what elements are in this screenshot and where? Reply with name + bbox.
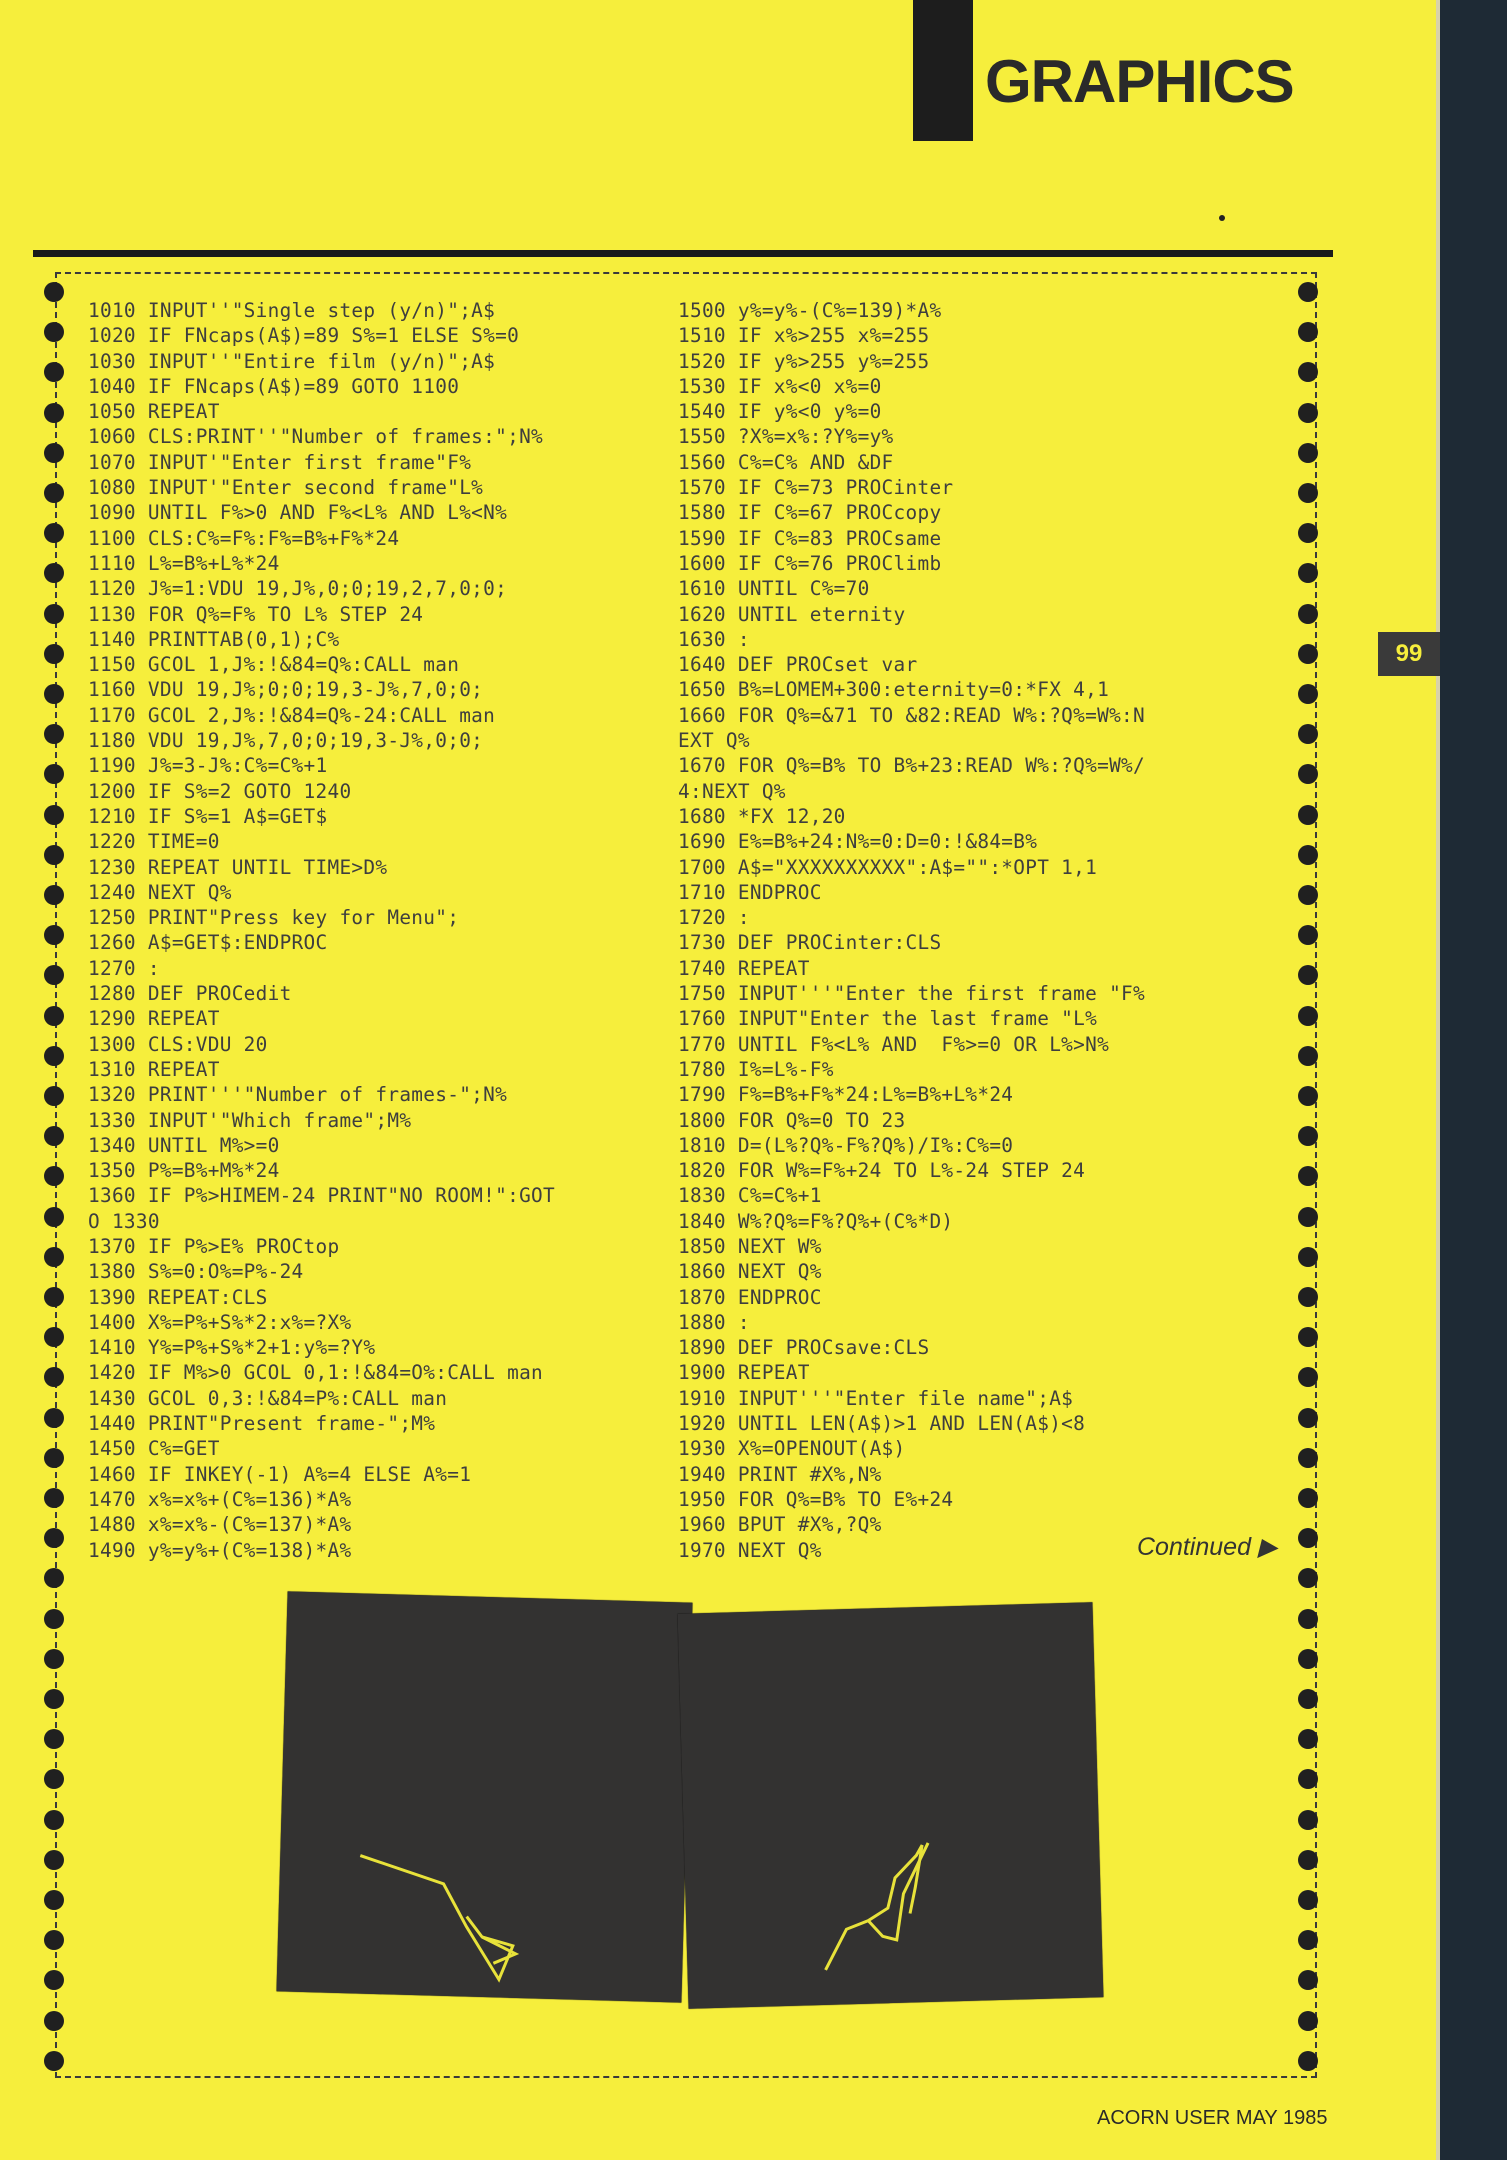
code-line: 1910 INPUT'''"Enter file name";A$ bbox=[678, 1386, 1074, 1410]
code-line: 1010 INPUT''"Single step (y/n)";A$ bbox=[88, 299, 496, 322]
tractor-hole bbox=[44, 1930, 64, 1950]
tractor-hole bbox=[1298, 1930, 1318, 1950]
tractor-hole bbox=[44, 1769, 64, 1789]
tractor-hole bbox=[1298, 322, 1318, 342]
code-line: 1390 REPEAT:CLS bbox=[88, 1285, 268, 1309]
code-line: 1840 W%?Q%=F%?Q%+(C%*D) bbox=[678, 1209, 954, 1233]
code-line: 1050 REPEAT bbox=[88, 400, 220, 424]
tractor-hole bbox=[1298, 2051, 1318, 2071]
code-line: 1630 : bbox=[678, 627, 750, 651]
code-line: 1920 UNTIL LEN(A$)>1 AND LEN(A$)<8 bbox=[678, 1412, 1086, 1436]
code-line: 1540 IF y%<0 y%=0 bbox=[678, 400, 882, 424]
code-line: 1760 INPUT"Enter the last frame "L% bbox=[678, 1007, 1098, 1031]
tractor-hole bbox=[1298, 523, 1318, 543]
code-line: 1720 : bbox=[678, 906, 750, 930]
code-line: 1400 X%=P%+S%*2:x%=?X% bbox=[88, 1310, 352, 1334]
stick-figure-trace bbox=[822, 1845, 925, 1970]
tractor-hole bbox=[44, 1287, 64, 1307]
code-line: 1730 DEF PROCinter:CLS bbox=[678, 931, 942, 955]
tractor-hole bbox=[44, 805, 64, 825]
code-line: 1520 IF y%>255 y%=255 bbox=[678, 349, 930, 373]
tractor-hole bbox=[1298, 1086, 1318, 1106]
tractor-hole bbox=[1298, 885, 1318, 905]
code-line: 1260 A$=GET$:ENDPROC bbox=[88, 931, 328, 955]
code-line: 1490 y%=y%+(C%=138)*A% bbox=[88, 1538, 352, 1562]
tractor-hole bbox=[1298, 1166, 1318, 1186]
tractor-hole bbox=[1298, 1006, 1318, 1026]
tractor-hole bbox=[44, 403, 64, 423]
tractor-hole bbox=[44, 282, 64, 302]
tractor-hole bbox=[1298, 965, 1318, 985]
code-line: 1530 IF x%<0 x%=0 bbox=[678, 374, 882, 398]
header-rule bbox=[33, 250, 1333, 257]
code-line: 1110 L%=B%+L%*24 bbox=[88, 551, 280, 575]
code-line: 1190 J%=3-J%:C%=C%+1 bbox=[88, 754, 328, 778]
tractor-hole bbox=[1298, 604, 1318, 624]
tractor-hole bbox=[1298, 1609, 1318, 1629]
tractor-hole bbox=[1298, 845, 1318, 865]
code-line: 1380 S%=0:O%=P%-24 bbox=[88, 1260, 304, 1284]
tractor-hole bbox=[44, 1609, 64, 1629]
tractor-hole bbox=[1298, 1769, 1318, 1789]
tractor-hole bbox=[1298, 1810, 1318, 1830]
tractor-hole bbox=[44, 1568, 64, 1588]
tractor-hole bbox=[1298, 1568, 1318, 1588]
code-line: 1020 IF FNcaps(A$)=89 S%=1 ELSE S%=0 bbox=[88, 324, 520, 348]
code-line: 1300 CLS:VDU 20 bbox=[88, 1032, 268, 1056]
tractor-hole bbox=[44, 604, 64, 624]
code-line: 1180 VDU 19,J%,7,0;0;19,3-J%,0;0; bbox=[88, 729, 484, 753]
tractor-hole bbox=[1298, 1327, 1318, 1347]
tractor-hole bbox=[44, 764, 64, 784]
tractor-hole bbox=[1298, 724, 1318, 744]
tractor-hole bbox=[1298, 684, 1318, 704]
tractor-hole bbox=[1298, 1247, 1318, 1267]
code-line: 1570 IF C%=73 PROCinter bbox=[678, 476, 954, 500]
code-line: 1150 GCOL 1,J%:!&84=Q%:CALL man bbox=[88, 653, 460, 677]
footer-issue-label: ACORN USER MAY 1985 bbox=[1097, 2107, 1328, 2129]
continued-label: Continued ▶ bbox=[1137, 1533, 1278, 1561]
code-line: 1940 PRINT #X%,N% bbox=[678, 1462, 882, 1486]
code-line: 4:NEXT Q% bbox=[678, 779, 786, 803]
tractor-hole bbox=[1298, 563, 1318, 583]
code-line: 1200 IF S%=2 GOTO 1240 bbox=[88, 779, 352, 803]
screenshot-stick-figure-2 bbox=[678, 1602, 1104, 2008]
code-line: 1780 I%=L%-F% bbox=[678, 1057, 834, 1081]
tractor-hole bbox=[44, 1850, 64, 1870]
code-line: 1100 CLS:C%=F%:F%=B%+F%*24 bbox=[88, 526, 400, 550]
tractor-hole bbox=[1298, 1126, 1318, 1146]
tractor-hole bbox=[44, 724, 64, 744]
code-line: 1160 VDU 19,J%;0;0;19,3-J%,7,0;0; bbox=[88, 678, 484, 702]
tractor-hole bbox=[44, 1488, 64, 1508]
tractor-hole bbox=[44, 885, 64, 905]
tractor-hole bbox=[1298, 1649, 1318, 1669]
code-line: 1330 INPUT'"Which frame";M% bbox=[88, 1108, 412, 1132]
tractor-hole bbox=[1298, 1408, 1318, 1428]
code-listing-left bbox=[88, 298, 555, 1563]
page-edge-shadow bbox=[1440, 0, 1507, 2160]
code-line: 1480 x%=x%-(C%=137)*A% bbox=[88, 1513, 352, 1537]
code-line: 1410 Y%=P%+S%*2+1:y%=?Y% bbox=[88, 1336, 376, 1360]
code-line: 1620 UNTIL eternity bbox=[678, 602, 906, 626]
tractor-holes-right bbox=[1298, 282, 1318, 2082]
tractor-hole bbox=[1298, 764, 1318, 784]
tractor-hole bbox=[1298, 1448, 1318, 1468]
tractor-hole bbox=[1298, 644, 1318, 664]
stick-figure-trace bbox=[866, 1843, 931, 1941]
code-line: 1580 IF C%=67 PROCcopy bbox=[678, 501, 942, 525]
code-line: 1470 x%=x%+(C%=136)*A% bbox=[88, 1487, 352, 1511]
code-line: 1650 B%=LOMEM+300:eternity=0:*FX 4,1 bbox=[678, 678, 1110, 702]
code-line: 1060 CLS:PRINT''"Number of frames:";N% bbox=[88, 425, 544, 449]
tractor-hole bbox=[44, 443, 64, 463]
tractor-hole bbox=[44, 1006, 64, 1026]
tractor-hole bbox=[44, 362, 64, 382]
code-line: 1750 INPUT'''"Enter the first frame "F% bbox=[678, 982, 1145, 1006]
code-line: 1210 IF S%=1 A$=GET$ bbox=[88, 804, 328, 828]
tractor-hole bbox=[44, 925, 64, 945]
tractor-hole bbox=[1298, 1367, 1318, 1387]
page-number-tab: 99 bbox=[1378, 632, 1440, 676]
code-line: O 1330 bbox=[88, 1209, 160, 1233]
tractor-hole bbox=[44, 1207, 64, 1227]
tractor-hole bbox=[1298, 1890, 1318, 1910]
tractor-hole bbox=[44, 684, 64, 704]
tractor-hole bbox=[44, 1086, 64, 1106]
code-line: 1610 UNTIL C%=70 bbox=[678, 577, 870, 601]
code-line: 1700 A$="XXXXXXXXXX":A$="":*OPT 1,1 bbox=[678, 855, 1098, 879]
code-line: 1430 GCOL 0,3:!&84=P%:CALL man bbox=[88, 1386, 448, 1410]
tractor-hole bbox=[44, 1126, 64, 1146]
tractor-hole bbox=[44, 563, 64, 583]
tractor-hole bbox=[1298, 1207, 1318, 1227]
code-line: 1080 INPUT'"Enter second frame"L% bbox=[88, 476, 484, 500]
tractor-hole bbox=[1298, 1287, 1318, 1307]
code-line: 1460 IF INKEY(-1) A%=4 ELSE A%=1 bbox=[88, 1462, 472, 1486]
tractor-hole bbox=[44, 1970, 64, 1990]
code-line: 1770 UNTIL F%<L% AND F%>=0 OR L%>N% bbox=[678, 1032, 1110, 1056]
code-line: 1290 REPEAT bbox=[88, 1007, 220, 1031]
tractor-holes-left bbox=[44, 282, 64, 2082]
header-bar bbox=[913, 0, 973, 141]
code-line: 1830 C%=C%+1 bbox=[678, 1184, 822, 1208]
tractor-hole bbox=[1298, 1046, 1318, 1066]
code-line: 1280 DEF PROCedit bbox=[88, 982, 292, 1006]
code-line: 1270 : bbox=[88, 956, 160, 980]
tractor-hole bbox=[44, 1247, 64, 1267]
code-line: 1820 FOR W%=F%+24 TO L%-24 STEP 24 bbox=[678, 1159, 1086, 1183]
tractor-hole bbox=[1298, 1729, 1318, 1749]
tractor-hole bbox=[44, 1367, 64, 1387]
tractor-hole bbox=[44, 1448, 64, 1468]
code-line: 1220 TIME=0 bbox=[88, 830, 220, 854]
tractor-hole bbox=[1298, 483, 1318, 503]
code-line: 1350 P%=B%+M%*24 bbox=[88, 1159, 280, 1183]
tractor-hole bbox=[44, 2011, 64, 2031]
code-line: 1070 INPUT'"Enter first frame"F% bbox=[88, 450, 472, 474]
code-line: 1510 IF x%>255 x%=255 bbox=[678, 324, 930, 348]
tractor-hole bbox=[1298, 925, 1318, 945]
tractor-hole bbox=[1298, 282, 1318, 302]
tractor-hole bbox=[44, 644, 64, 664]
code-line: 1440 PRINT"Present frame-";M% bbox=[88, 1412, 436, 1436]
tractor-hole bbox=[44, 483, 64, 503]
tractor-hole bbox=[1298, 805, 1318, 825]
tractor-hole bbox=[1298, 443, 1318, 463]
code-line: 1850 NEXT W% bbox=[678, 1234, 822, 1258]
code-line: 1950 FOR Q%=B% TO E%+24 bbox=[678, 1487, 954, 1511]
code-line: 1890 DEF PROCsave:CLS bbox=[678, 1336, 930, 1360]
code-line: 1680 *FX 12,20 bbox=[678, 804, 846, 828]
tractor-hole bbox=[1298, 362, 1318, 382]
tractor-hole bbox=[44, 1327, 64, 1347]
code-line: 1970 NEXT Q% bbox=[678, 1538, 822, 1562]
code-line: 1790 F%=B%+F%*24:L%=B%+L%*24 bbox=[678, 1083, 1014, 1107]
code-line: 1240 NEXT Q% bbox=[88, 880, 232, 904]
code-line: 1550 ?X%=x%:?Y%=y% bbox=[678, 425, 894, 449]
tractor-hole bbox=[44, 1408, 64, 1428]
tractor-hole bbox=[1298, 1528, 1318, 1548]
code-line: 1710 ENDPROC bbox=[678, 880, 822, 904]
tractor-hole bbox=[44, 1046, 64, 1066]
screenshot-stick-figure-1 bbox=[276, 1591, 692, 2002]
tractor-hole bbox=[1298, 2011, 1318, 2031]
tractor-hole bbox=[1298, 1488, 1318, 1508]
code-line: 1340 UNTIL M%>=0 bbox=[88, 1133, 280, 1157]
tractor-hole bbox=[44, 965, 64, 985]
tractor-hole bbox=[44, 1166, 64, 1186]
code-line: 1450 C%=GET bbox=[88, 1437, 220, 1461]
tractor-hole bbox=[1298, 1970, 1318, 1990]
code-line: 1170 GCOL 2,J%:!&84=Q%-24:CALL man bbox=[88, 703, 496, 727]
code-line: 1930 X%=OPENOUT(A$) bbox=[678, 1437, 906, 1461]
code-line: EXT Q% bbox=[678, 729, 750, 753]
code-line: 1900 REPEAT bbox=[678, 1361, 810, 1385]
code-line: 1360 IF P%>HIMEM-24 PRINT"NO ROOM!":GOT bbox=[88, 1184, 555, 1208]
tractor-hole bbox=[44, 523, 64, 543]
code-line: 1590 IF C%=83 PROCsame bbox=[678, 526, 942, 550]
code-line: 1250 PRINT"Press key for Menu"; bbox=[88, 906, 460, 930]
code-line: 1880 : bbox=[678, 1310, 750, 1334]
tractor-hole bbox=[44, 845, 64, 865]
code-line: 1800 FOR Q%=0 TO 23 bbox=[678, 1108, 906, 1132]
code-line: 1370 IF P%>E% PROCtop bbox=[88, 1234, 340, 1258]
code-line: 1500 y%=y%-(C%=139)*A% bbox=[678, 299, 942, 322]
code-line: 1420 IF M%>0 GCOL 0,1:!&84=O%:CALL man bbox=[88, 1361, 544, 1385]
code-line: 1690 E%=B%+24:N%=0:D=0:!&84=B% bbox=[678, 830, 1038, 854]
code-line: 1320 PRINT'''"Number of frames-";N% bbox=[88, 1083, 508, 1107]
code-line: 1310 REPEAT bbox=[88, 1057, 220, 1081]
dot-mark bbox=[1219, 215, 1225, 221]
code-line: 1740 REPEAT bbox=[678, 956, 810, 980]
tractor-hole bbox=[44, 1729, 64, 1749]
tractor-hole bbox=[44, 2051, 64, 2071]
code-line: 1090 UNTIL F%>0 AND F%<L% AND L%<N% bbox=[88, 501, 508, 525]
section-title: GRAPHICS bbox=[985, 48, 1294, 115]
tractor-hole bbox=[44, 1890, 64, 1910]
code-line: 1640 DEF PROCset var bbox=[678, 653, 918, 677]
code-line: 1870 ENDPROC bbox=[678, 1285, 822, 1309]
code-line: 1670 FOR Q%=B% TO B%+23:READ W%:?Q%=W%/ bbox=[678, 754, 1145, 778]
code-line: 1130 FOR Q%=F% TO L% STEP 24 bbox=[88, 602, 424, 626]
tractor-hole bbox=[1298, 1850, 1318, 1870]
tractor-hole bbox=[44, 322, 64, 342]
code-line: 1860 NEXT Q% bbox=[678, 1260, 822, 1284]
code-line: 1120 J%=1:VDU 19,J%,0;0;19,2,7,0;0; bbox=[88, 577, 508, 601]
tractor-hole bbox=[44, 1689, 64, 1709]
tractor-hole bbox=[44, 1649, 64, 1669]
code-line: 1660 FOR Q%=&71 TO &82:READ W%:?Q%=W%:N bbox=[678, 703, 1145, 727]
tractor-hole bbox=[1298, 1689, 1318, 1709]
code-line: 1960 BPUT #X%,?Q% bbox=[678, 1513, 882, 1537]
tractor-hole bbox=[1298, 403, 1318, 423]
code-line: 1230 REPEAT UNTIL TIME>D% bbox=[88, 855, 388, 879]
code-line: 1560 C%=C% AND &DF bbox=[678, 450, 894, 474]
tractor-hole bbox=[44, 1528, 64, 1548]
code-line: 1140 PRINTTAB(0,1);C% bbox=[88, 627, 340, 651]
code-line: 1810 D=(L%?Q%-F%?Q%)/I%:C%=0 bbox=[678, 1133, 1014, 1157]
code-line: 1600 IF C%=76 PROClimb bbox=[678, 551, 942, 575]
tractor-hole bbox=[44, 1810, 64, 1830]
code-line: 1040 IF FNcaps(A$)=89 GOTO 1100 bbox=[88, 374, 460, 398]
code-listing-right bbox=[678, 298, 1145, 1563]
code-line: 1030 INPUT''"Entire film (y/n)";A$ bbox=[88, 349, 496, 373]
stick-figure-trace bbox=[357, 1856, 515, 1980]
